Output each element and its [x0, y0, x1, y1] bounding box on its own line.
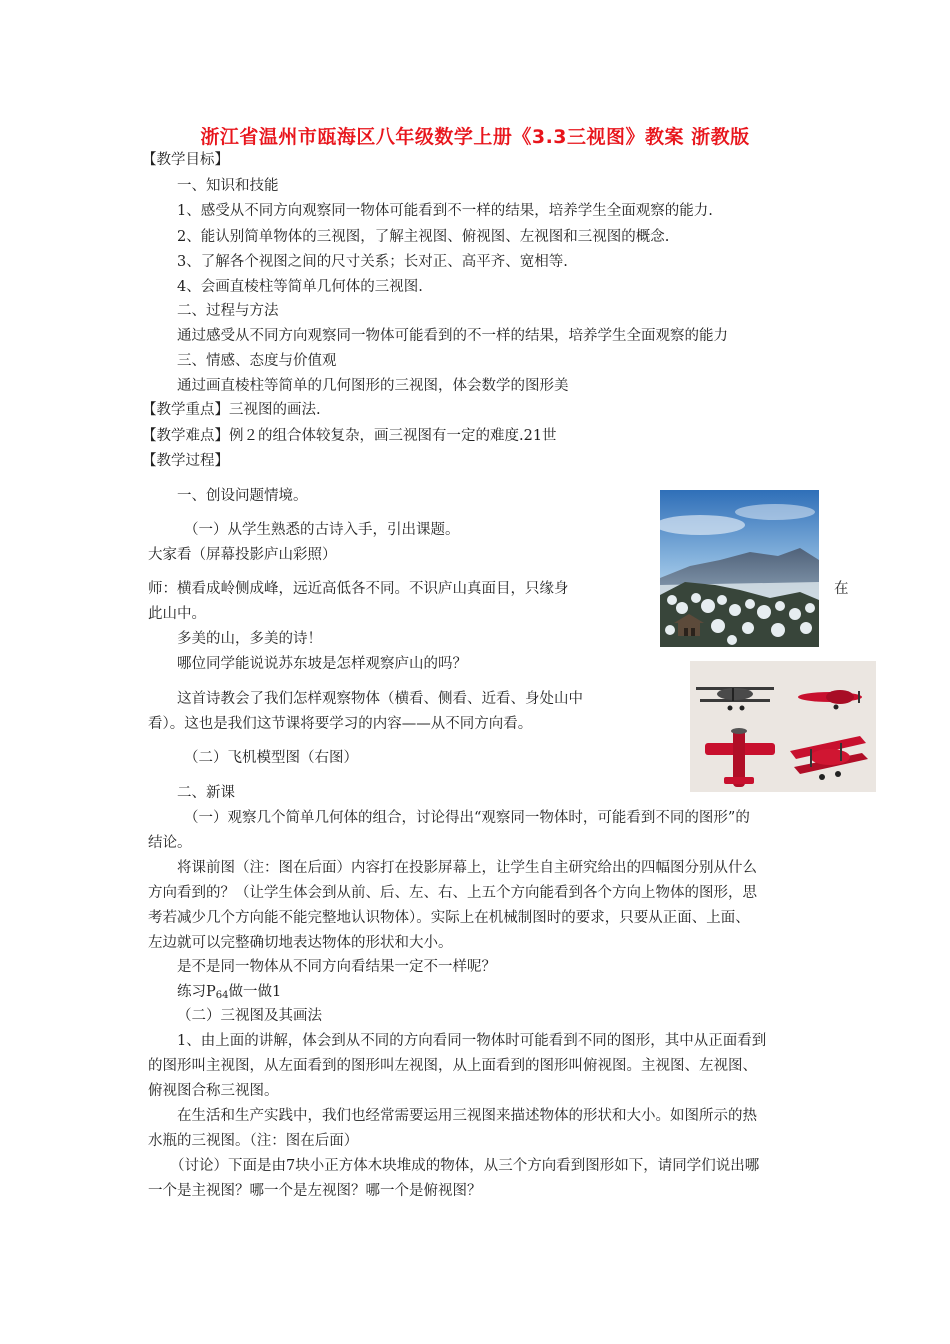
- text-line: 看）。这也是我们这节课将要学习的内容——从不同方向看。: [148, 716, 533, 732]
- subheading: 一、创设问题情境。: [177, 488, 308, 504]
- text-line: 多美的山，多美的诗！: [177, 631, 322, 647]
- text-line: 2、能认别简单物体的三视图，了解主视图、俯视图、左视图和三视图的概念.: [177, 229, 670, 245]
- text-line: 师：横看成岭侧成峰，远近高低各不同。不识庐山真面目，只缘身: [148, 581, 569, 597]
- subheading: 二、新课: [177, 785, 235, 801]
- text-line: 4、会画直棱柱等简单几何体的三视图.: [177, 279, 423, 295]
- text-line: 左边就可以完整确切地表达物体的形状和大小。: [148, 935, 453, 951]
- text-line: 方向看到的？（让学生体会到从前、后、左、右、上五个方向能看到各个方向上物体的图形，思: [148, 885, 757, 901]
- text-line: （讨论）下面是由7块小正方体木块堆成的物体，从三个方向看到图形如下，请同学们说出哪: [170, 1158, 760, 1174]
- text-line: 大家看（屏幕投影庐山彩照）: [148, 547, 337, 563]
- text-line: 通过感受从不同方向观察同一物体可能看到的不一样的结果，培养学生全面观察的能力: [177, 328, 728, 344]
- text-line: 此山中。: [148, 606, 206, 622]
- text-line: （一）观察几个简单几何体的组合，讨论得出“观察同一物体时，可能看到不同的图形”的: [184, 810, 750, 826]
- section-heading: 【教学目标】: [142, 152, 229, 168]
- airplane-model-photos: [690, 661, 876, 792]
- page-title: 浙江省温州市瓯海区八年级数学上册《3.3三视图》教案 浙教版: [200, 126, 750, 148]
- subheading: 三、情感、态度与价值观: [177, 353, 337, 369]
- practice-line: [177, 982, 281, 1006]
- practice-page-subscript: 64: [215, 990, 229, 1001]
- text-line: 是不是同一物体从不同方向看结果一定不一样呢？: [177, 959, 496, 975]
- practice-suffix: 做一做1: [228, 984, 282, 1000]
- section-heading: 【教学过程】: [142, 453, 229, 469]
- text-line: 3、了解各个视图之间的尺寸关系；长对正、高平齐、宽相等.: [177, 254, 568, 270]
- subheading: （二）三视图及其画法: [177, 1008, 322, 1024]
- text-line: （一）从学生熟悉的古诗入手，引出课题。: [184, 522, 460, 538]
- mountain-photo: [660, 490, 819, 647]
- text-line: 1、由上面的讲解，体会到从不同的方向看同一物体时可能看到不同的图形，其中从正面看到: [177, 1033, 767, 1049]
- text-line: 结论。: [148, 835, 192, 851]
- text-line: 在: [834, 581, 849, 597]
- text-line: 将课前图（注：图在后面）内容打在投影屏幕上，让学生自主研究给出的四幅图分别从什么: [177, 860, 757, 876]
- practice-prefix: 练习P: [177, 984, 216, 1000]
- text-line: 考若减少几个方向能不能完整地认识物体）。实际上在机械制图时的要求，只要从正面、上面、: [148, 910, 750, 926]
- section-heading: 【教学重点】三视图的画法.: [142, 402, 321, 418]
- text-line: 俯视图合称三视图。: [148, 1083, 279, 1099]
- text-line: （二）飞机模型图（右图）: [184, 750, 358, 766]
- subheading: 一、知识和技能: [177, 178, 279, 194]
- text-line: 在生活和生产实践中，我们也经常需要运用三视图来描述物体的形状和大小。如图所示的热: [177, 1108, 757, 1124]
- text-line: 哪位同学能说说苏东坡是怎样观察庐山的吗？: [177, 656, 467, 672]
- section-heading: 【教学难点】例２的组合体较复杂，画三视图有一定的难度.21世: [142, 428, 557, 444]
- subheading: 二、过程与方法: [177, 303, 279, 319]
- text-line: 的图形叫主视图，从左面看到的图形叫左视图，从上面看到的图形叫俯视图。主视图、左视图、: [148, 1058, 757, 1074]
- text-line: 水瓶的三视图。（注：图在后面）: [148, 1133, 359, 1149]
- text-line: 一个是主视图？哪一个是左视图？哪一个是俯视图？: [148, 1183, 482, 1199]
- text-line: 1、感受从不同方向观察同一物体可能看到不一样的结果，培养学生全面观察的能力.: [177, 203, 713, 219]
- text-line: 通过画直棱柱等简单的几何图形的三视图，体会数学的图形美: [177, 378, 569, 394]
- text-line: 这首诗教会了我们怎样观察物体（横看、侧看、近看、身处山中: [177, 691, 583, 707]
